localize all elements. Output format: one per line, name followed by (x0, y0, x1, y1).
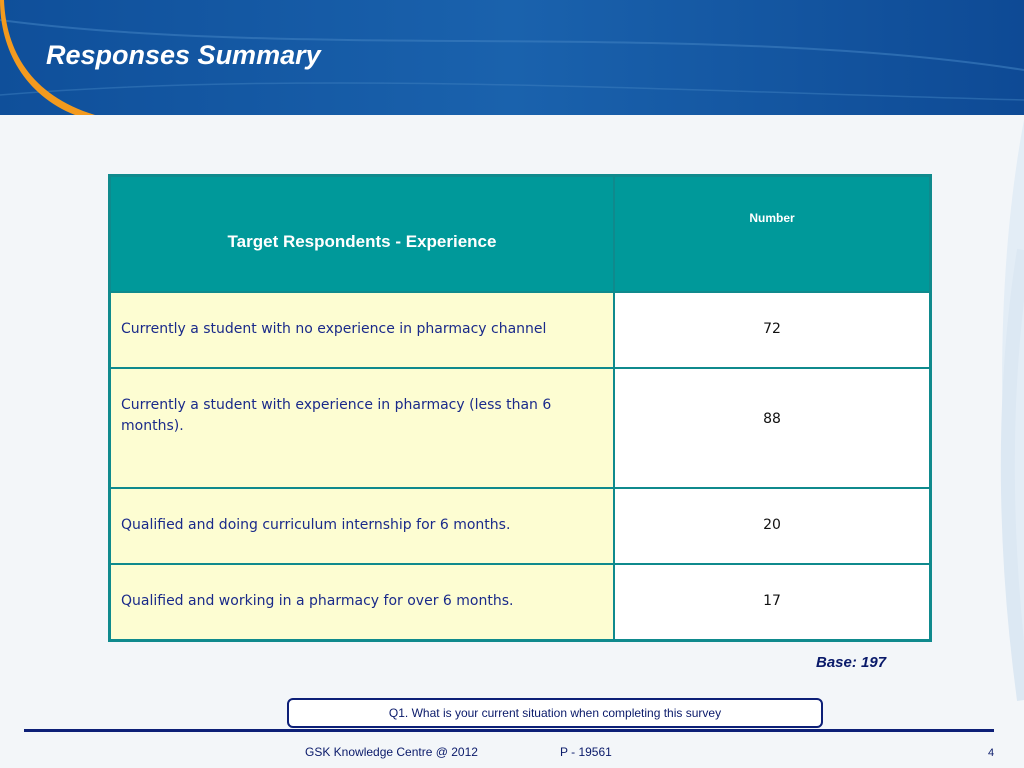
table-row (110, 292, 931, 368)
footer-project-code: P - 19561 (560, 745, 612, 759)
row-label: Qualified and doing curriculum internship for 6 months. (110, 488, 615, 564)
row-value: 72 (614, 292, 931, 368)
page-title: Responses Summary (46, 40, 321, 70)
table-row (110, 368, 931, 488)
row-label: Currently a student with no experience in pharmacy channel (110, 292, 615, 368)
page-number: 4 (988, 747, 995, 759)
footer-copyright: GSK Knowledge Centre @ 2012 (305, 745, 478, 759)
table-row (110, 488, 931, 564)
responses-table (108, 174, 932, 642)
row-value: 88 (614, 368, 931, 488)
column-header-number: Number (614, 176, 931, 293)
row-value: 20 (614, 488, 931, 564)
table-row (110, 564, 931, 641)
row-value: 17 (614, 564, 931, 641)
table-header-row (110, 176, 931, 293)
row-label: Qualified and working in a pharmacy for over 6 months. (110, 564, 615, 641)
question-box: Q1. What is your current situation when completing this survey (287, 698, 823, 728)
base-note: Base: 197 (816, 654, 887, 671)
footer-divider (24, 729, 994, 732)
column-header-experience: Target Respondents - Experience (110, 176, 615, 293)
row-label: Currently a student with experience in pharmacy (less than 6 months). (110, 368, 615, 488)
